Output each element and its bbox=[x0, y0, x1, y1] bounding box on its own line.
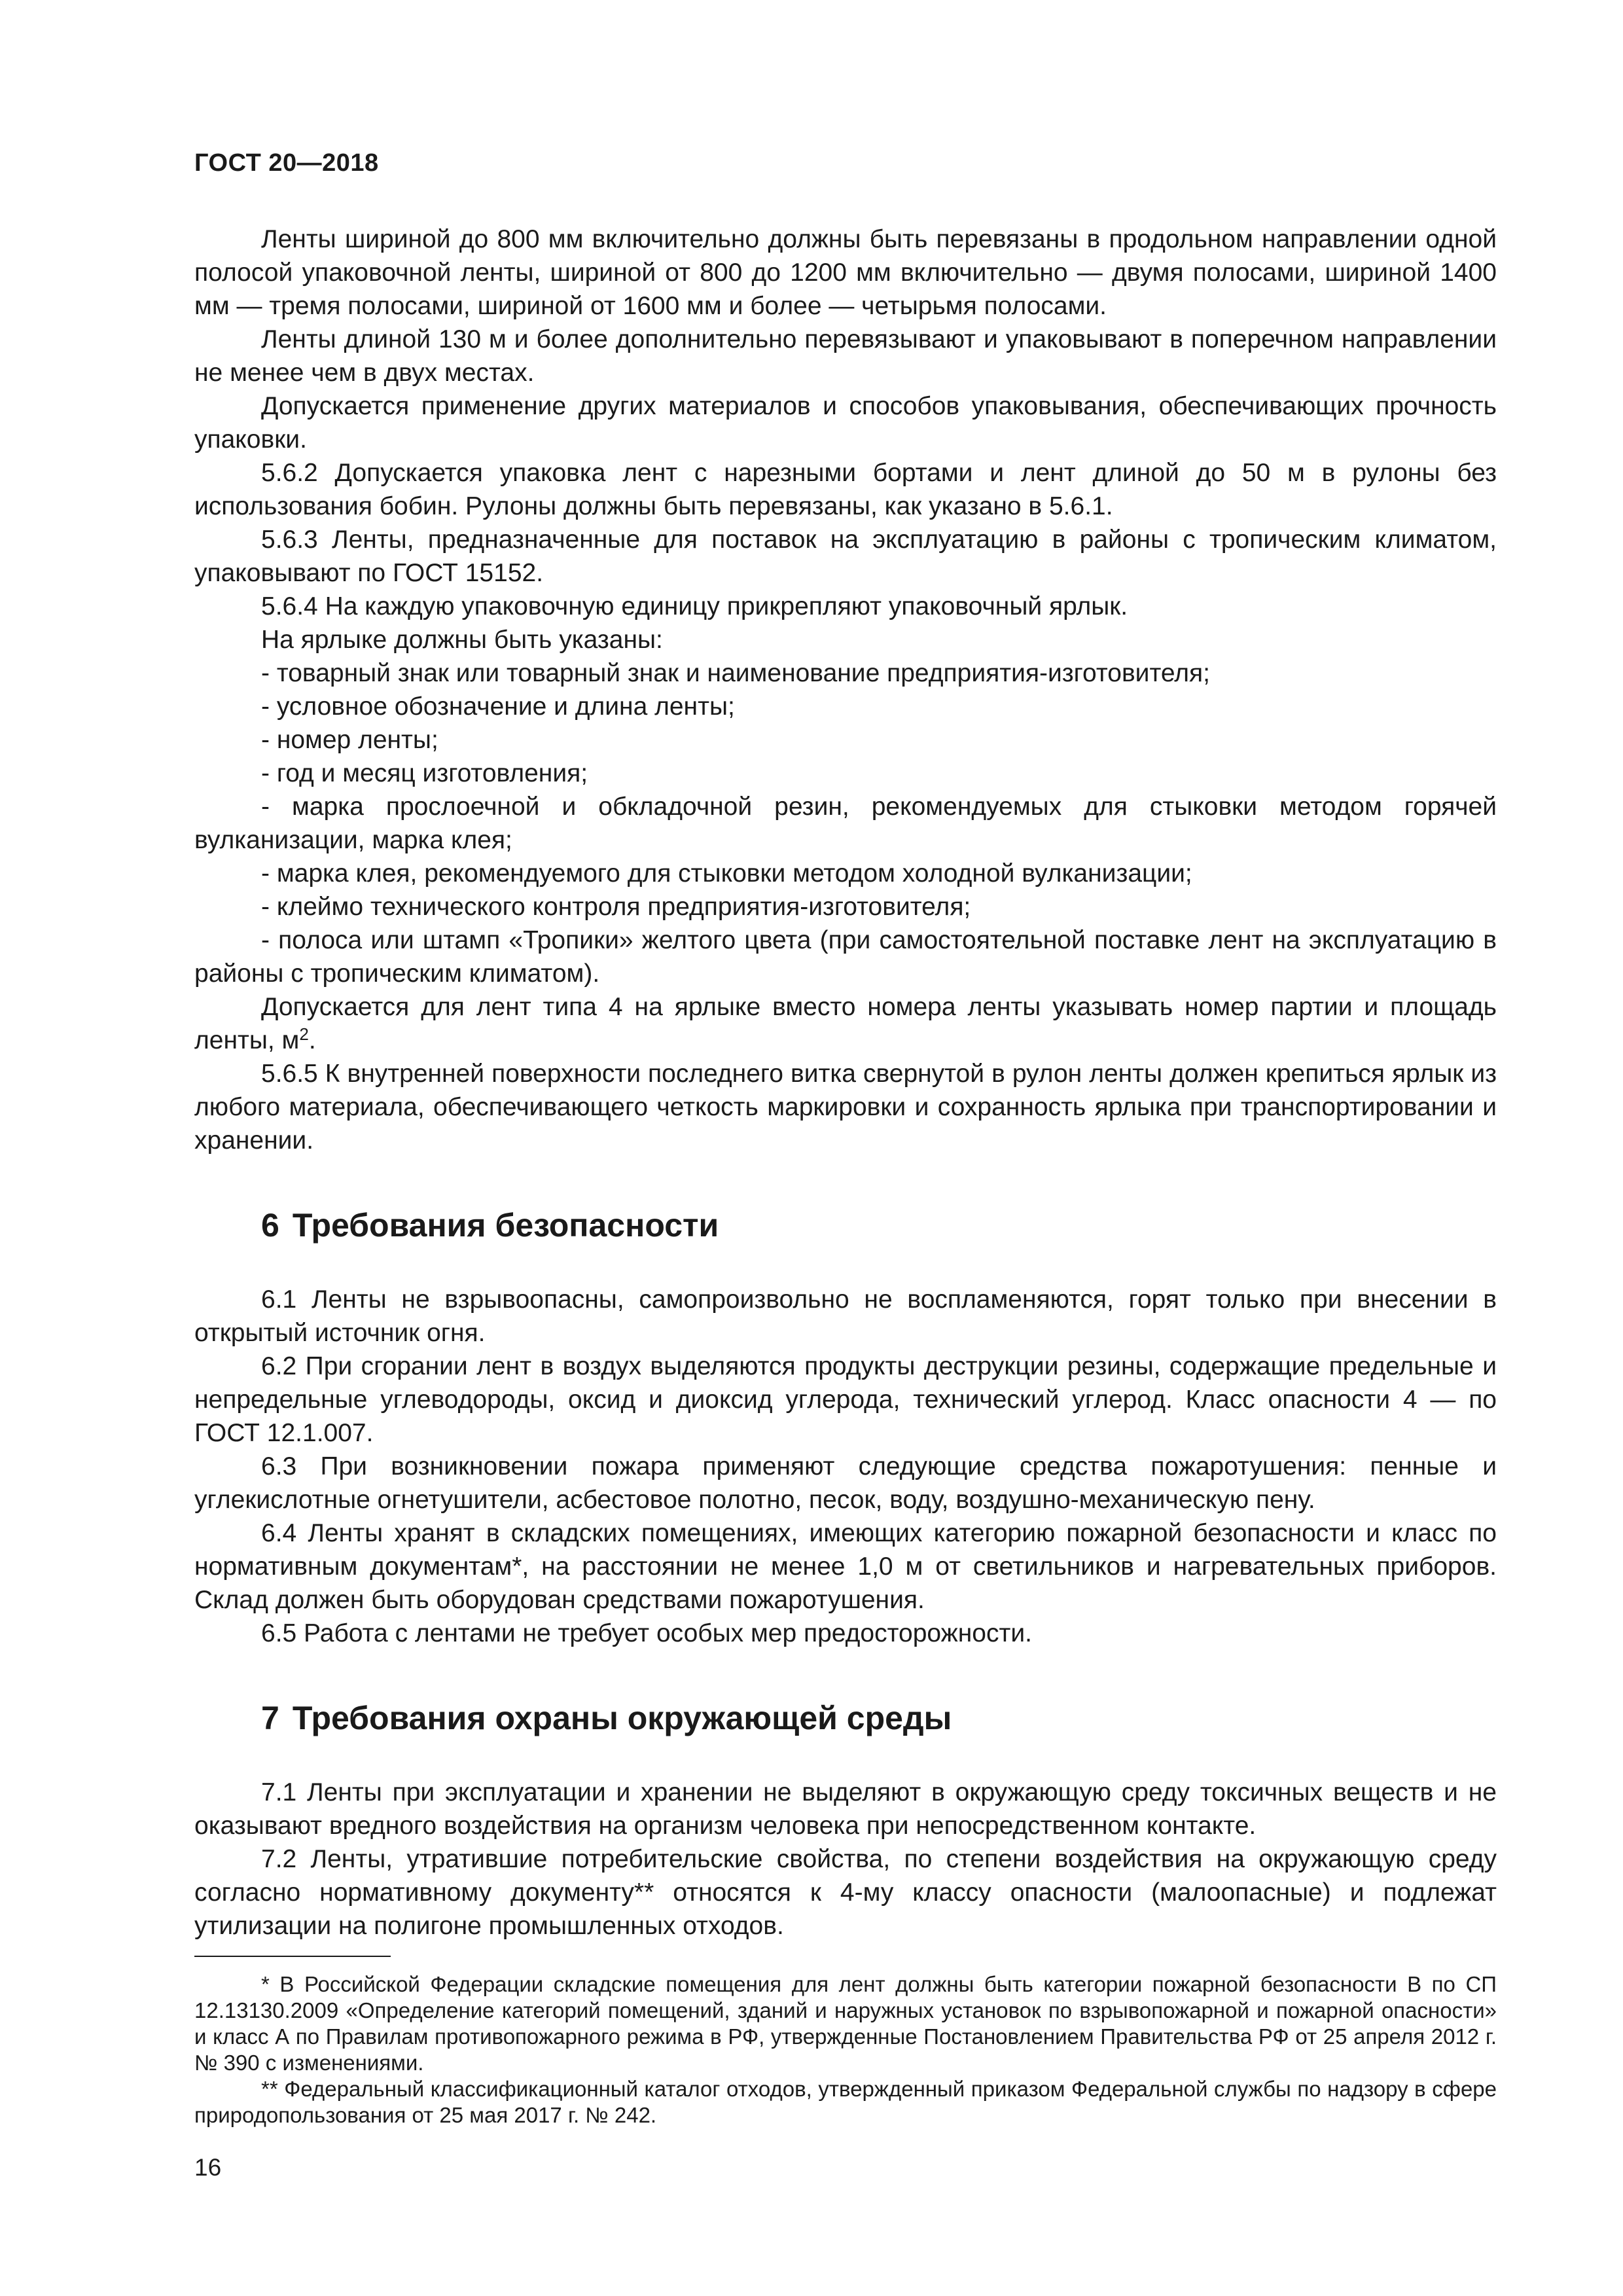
footnote: ** Федеральный классификационный каталог отходов, утвержденный приказом Федеральной службы по надзору в сфере природопользования от 25 мая 2017 г. № 242. bbox=[194, 2077, 1497, 2127]
section-heading-6 bbox=[194, 1206, 1497, 1245]
clause-7-2: 7.2 Ленты, утратившие потребительские свойства, по степени воздействия на окружающую среду согласно нормативному документу** относятся к 4-му классу опасности (малоопасные) и подлежат утилизации на полигоне промышленных отходов. bbox=[194, 1845, 1497, 1940]
section-title: Требования охраны окружающей среды bbox=[292, 1700, 952, 1736]
clause-6-2: 6.2 При сгорании лент в воздух выделяются продукты деструкции резины, содержащие предельные и непредельные углеводороды, оксид и диоксид углерода, технический углерод. Класс опасности 4 — по ГОСТ 12.1.007. bbox=[194, 1352, 1497, 1447]
section-title: Требования безопасности bbox=[292, 1207, 719, 1244]
label-intro: На ярлыке должны быть указаны: bbox=[261, 626, 663, 654]
list-item: - номер ленты; bbox=[261, 726, 438, 754]
paragraph: Допускается применение других материалов и способов упаковывания, обеспечивающих прочность упаковки. bbox=[194, 392, 1497, 454]
area-text: Допускается для лент типа 4 на ярлыке вместо номера ленты указывать номер партии и площадь ленты, м bbox=[194, 993, 1497, 1054]
paragraph-area bbox=[194, 990, 1497, 1057]
list-item: - год и месяц изготовления; bbox=[261, 759, 588, 787]
list-item: - товарный знак или товарный знак и наименование предприятия-изготовителя; bbox=[261, 659, 1210, 687]
clause-6-3: 6.3 При возникновении пожара применяют следующие средства пожаротушения: пенные и углекислотные огнетушители, асбестовое полотно, песок, воду, воздушно-механическую пену. bbox=[194, 1452, 1497, 1514]
list-item: - условное обозначение и длина ленты; bbox=[261, 692, 735, 721]
area-superscript: 2 bbox=[299, 1024, 309, 1044]
clause-5-6-4: 5.6.4 На каждую упаковочную единицу прикрепляют упаковочный ярлык. bbox=[261, 592, 1128, 620]
clause-6-1: 6.1 Ленты не взрывоопасны, самопроизвольно не воспламеняются, горят только при внесении в открытый источник огня. bbox=[194, 1285, 1497, 1347]
clause-5-6-3: 5.6.3 Ленты, предназначенные для поставок на эксплуатацию в районы с тропическим климатом, упаковывают по ГОСТ 15152. bbox=[194, 526, 1497, 587]
clause-5-6-5: 5.6.5 К внутренней поверхности последнего витка свернутой в рулон ленты должен крепиться ярлык из любого материала, обеспечивающего четкость маркировки и сохранность ярлыка при транспортировании и хранении. bbox=[194, 1060, 1497, 1155]
clause-6-5: 6.5 Работа с лентами не требует особых мер предосторожности. bbox=[261, 1619, 1032, 1647]
paragraph: Ленты длиной 130 м и более дополнительно перевязывают и упаковывают в поперечном направлении не менее чем в двух местах. bbox=[194, 325, 1497, 387]
list-item: - клеймо технического контроля предприятия-изготовителя; bbox=[261, 893, 971, 921]
clause-6-4: 6.4 Ленты хранят в складских помещениях, имеющих категорию пожарной безопасности и класс по нормативным документам*, на расстоянии не менее 1,0 м от светильников и нагревательных приборов. Склад должен быть оборудован средствами пожаротушения. bbox=[194, 1519, 1497, 1614]
footnote: * В Российской Федерации складские помещения для лент должны быть категории пожарной безопасности В по СП 12.13130.2009 «Определение категорий помещений, зданий и наружных установок по взрывопожарной и пожарной опасности» и класс А по Правилам противопожарного режима в РФ, утвержденные Постановлением Правительства РФ от 25 апреля 2012 г. № 390 с изменениями. bbox=[194, 1972, 1497, 2075]
page-number: 16 bbox=[194, 2154, 222, 2181]
section-number: 7 bbox=[261, 1700, 279, 1736]
paragraph: Ленты шириной до 800 мм включительно должны быть перевязаны в продольном направлении одной полосой упаковочной ленты, шириной от 800 до 1200 мм включительно — двумя полосами, шириной 1400 мм — тремя полосами, шириной от 1600 мм и более — четырьмя полосами. bbox=[194, 225, 1497, 320]
list-item: - марка клея, рекомендуемого для стыковки методом холодной вулканизации; bbox=[261, 859, 1192, 888]
footnote-divider bbox=[194, 1956, 391, 1957]
page-body bbox=[194, 223, 1497, 2128]
running-header: ГОСТ 20—2018 bbox=[194, 149, 379, 177]
section-heading-7 bbox=[194, 1698, 1497, 1738]
area-tail: . bbox=[308, 1026, 316, 1054]
section-number: 6 bbox=[261, 1207, 279, 1244]
clause-7-1: 7.1 Ленты при эксплуатации и хранении не выделяют в окружающую среду токсичных веществ и не оказывают вредного воздействия на организм человека при непосредственном контакте. bbox=[194, 1778, 1497, 1840]
list-item: - марка прослоечной и обкладочной резин, рекомендуемых для стыковки методом горячей вулканизации, марка клея; bbox=[194, 793, 1497, 854]
clause-5-6-2: 5.6.2 Допускается упаковка лент с нарезными бортами и лент длиной до 50 м в рулоны без использования бобин. Рулоны должны быть перевязаны, как указано в 5.6.1. bbox=[194, 459, 1497, 520]
list-item: - полоса или штамп «Тропики» желтого цвета (при самостоятельной поставке лент на эксплуатацию в районы с тропическим климатом). bbox=[194, 926, 1497, 988]
